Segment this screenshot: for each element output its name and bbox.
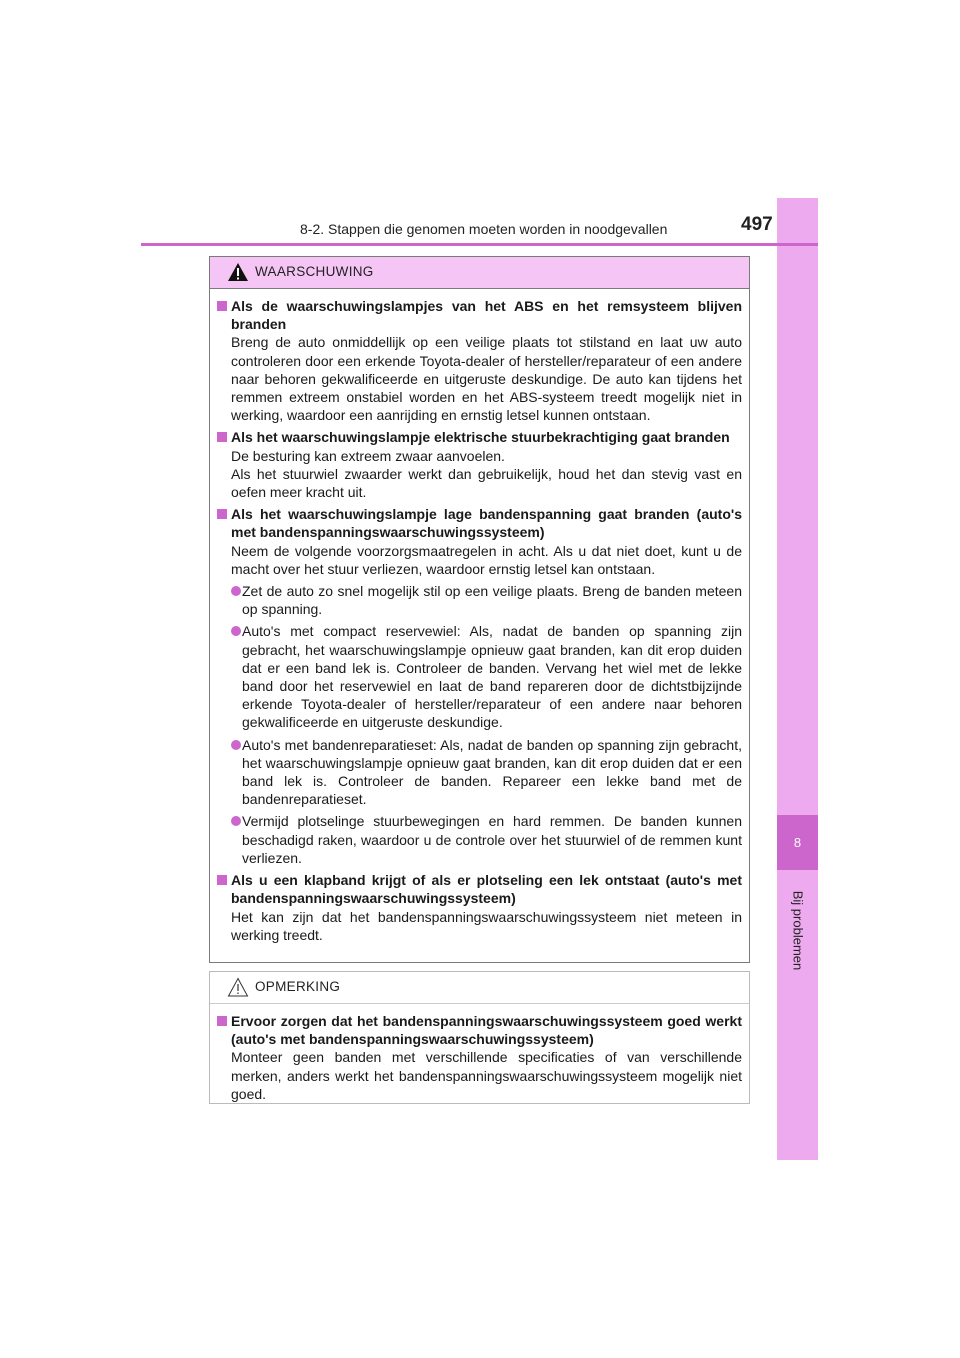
chapter-side-tab bbox=[777, 198, 818, 1160]
section-heading: Als u een klapband krijgt of als er plotseling een lek ontstaat (auto's met bandenspanningswaarschuwingssysteem) bbox=[231, 872, 742, 907]
warning-triangle-icon bbox=[227, 262, 249, 282]
note-heading: OPMERKING bbox=[255, 979, 341, 994]
section-heading: Als het waarschuwingslampje elektrische stuurbekrachtiging gaat branden bbox=[231, 429, 730, 446]
square-bullet-icon bbox=[217, 1016, 227, 1026]
warning-content bbox=[210, 289, 749, 944]
list-item-text: Auto's met bandenreparatieset: Als, nadat de banden op spanning zijn gebracht, het waarschuwingslampje opnieuw gaat branden, kan dit erop duiden dat er een band lek is. Controleer de banden. Repareer een lekke band met de bandenreparatieset. bbox=[242, 736, 742, 808]
square-bullet-icon bbox=[217, 509, 227, 519]
list-item bbox=[217, 736, 742, 809]
section-text: Het kan zijn dat het bandenspanningswaarschuwingssysteem niet meteen in werking treedt. bbox=[231, 908, 742, 943]
list-item bbox=[217, 622, 742, 731]
round-bullet-icon bbox=[231, 626, 241, 636]
round-bullet-icon bbox=[231, 740, 241, 750]
note-header bbox=[210, 972, 749, 1004]
section-text: Neem de volgende voorzorgsmaatregelen in acht. Als u dat niet doet, kunt u de macht over het stuur verliezen, waardoor ernstig letsel kan ontstaan. bbox=[231, 542, 742, 577]
list-item-text: Auto's met compact reservewiel: Als, nadat de banden op spanning zijn gebracht, het waarschuwingslampje opnieuw gaat branden, kan dit erop duiden dat er een band lek is. Controleer de banden. Vervang het wiel met de lekke band door het reservewiel en laat de band repareren door de dichtstbijzijnde erkende Toyota-dealer of hersteller/reparateur of een andere naar behoren gekwalificeerde en uitgeruste deskundige. bbox=[242, 623, 742, 731]
section-heading: Als het waarschuwingslampje lage bandenspanning gaat branden (auto's met bandenspanningswaarschuwingssysteem) bbox=[231, 506, 742, 541]
chapter-number: 8 bbox=[777, 815, 818, 870]
note-box bbox=[209, 971, 750, 1104]
section-heading: Als de waarschuwingslampjes van het ABS en het remsysteem blijven branden bbox=[231, 298, 742, 333]
list-item-text: Vermijd plotselinge stuurbewegingen en hard remmen. De banden kunnen beschadigd raken, waardoor u de controle over het stuurwiel of de remmen kunt verliezen. bbox=[242, 813, 742, 866]
section-text: De besturing kan extreem zwaar aanvoelen. Als het stuurwiel zwaarder werkt dan gebruikelijk, houd het dan stevig vast en oefen meer kracht uit. bbox=[231, 447, 742, 501]
note-section bbox=[217, 1012, 742, 1103]
chapter-label: Bij problemen bbox=[790, 890, 805, 970]
square-bullet-icon bbox=[217, 301, 227, 311]
section-text: Breng de auto onmiddellijk op een veilige plaats tot stilstand en laat uw auto controleren door een erkende Toyota-dealer of hersteller/reparateur of een andere naar behoren gekwalificeerde en uitgeruste deskundige. De auto kan tijdens het remmen extreem onstabiel worden en het ABS-systeem treedt mogelijk niet in werking, waardoor een aanrijding en ernstig letsel kunnen ontstaan. bbox=[231, 334, 742, 424]
note-content bbox=[210, 1004, 749, 1103]
section-title: 8-2. Stappen die genomen moeten worden in noodgevallen bbox=[300, 221, 668, 237]
warning-section bbox=[217, 297, 742, 424]
round-bullet-icon bbox=[231, 586, 241, 596]
square-bullet-icon bbox=[217, 432, 227, 442]
list-item bbox=[217, 812, 742, 867]
header-rule bbox=[141, 243, 818, 246]
section-text: Monteer geen banden met verschillende specificaties of van verschillende merken, anders werkt het bandenspanningswaarschuwingssysteem mogelijk niet goed. bbox=[231, 1049, 742, 1102]
warning-section bbox=[217, 505, 742, 867]
warning-section bbox=[217, 428, 742, 501]
round-bullet-icon bbox=[231, 816, 241, 826]
caution-outline-icon bbox=[227, 977, 249, 997]
square-bullet-icon bbox=[217, 875, 227, 885]
warning-header bbox=[210, 257, 749, 289]
list-item bbox=[217, 582, 742, 618]
page-number: 497 bbox=[741, 214, 773, 235]
section-heading: Ervoor zorgen dat het bandenspanningswaarschuwingssysteem goed werkt (auto's met bandenspanningswaarschuwingssysteem) bbox=[231, 1013, 742, 1048]
warning-heading: WAARSCHUWING bbox=[255, 264, 374, 279]
warning-section bbox=[217, 871, 742, 944]
list-item-text: Zet de auto zo snel mogelijk stil op een veilige plaats. Breng de banden meteen op spanning. bbox=[242, 583, 742, 618]
chapter-label-wrap bbox=[777, 880, 818, 980]
warning-box bbox=[209, 256, 750, 963]
